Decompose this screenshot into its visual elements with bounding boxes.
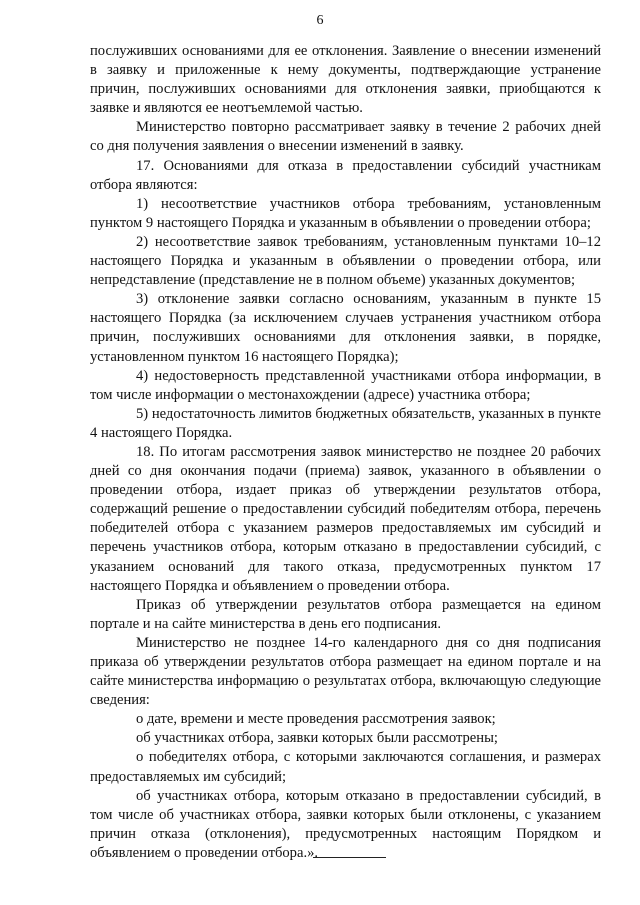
list-item-paragraph: о победителях отбора, с которыми заключаются соглашения, и размерах предоставляемых им субсидий; xyxy=(90,749,601,785)
list-item-paragraph: 5) недостаточность лимитов бюджетных обязательств, указанных в пункте 4 настоящего Порядка. xyxy=(90,405,601,441)
paragraph: послуживших основаниями для ее отклонения. Заявление о внесении изменений в заявку и приложенные к нему документы, подтверждающие устранение причин, послуживших основаниями для отклонения заявки, приобщаются к заявке и являются ее неотъемлемой частью. xyxy=(90,43,601,117)
list-item-paragraph: о дате, времени и месте проведения рассмотрения заявок; xyxy=(136,711,496,728)
document-body xyxy=(90,42,601,863)
list-item-paragraph: об участниках отбора, которым отказано в предоставлении субсидий, в том числе об участниках отбора, заявки которых были отклонены, с указанием причин отказа (отклонения), предусмотренных настоящим Порядком и объявлением о проведении отбора.». xyxy=(90,787,601,861)
list-item-paragraph: 4) недостоверность представленной участниками отбора информации, в том числе информации о местонахождении (адресе) участника отбора; xyxy=(90,367,601,403)
paragraph: Приказ об утверждении результатов отбора размещается на едином портале и на сайте министерства в день его подписания. xyxy=(90,596,601,632)
list-item-paragraph: 2) несоответствие заявок требованиям, установленным пунктами 10–12 настоящего Порядка и указанным в объявлении о проведении отбора, или непредставление (представление не в полном объеме) указанных документов; xyxy=(90,233,601,289)
paragraph: Министерство повторно рассматривает заявку в течение 2 рабочих дней со дня получения заявления о внесении изменений в заявку. xyxy=(90,119,601,155)
paragraph: Министерство не позднее 14-го календарного дня со дня подписания приказа об утверждении результатов отбора размещает на едином портале и на сайте министерства информацию о результатах отбора, включающую следующие сведения: xyxy=(90,634,601,709)
list-item-paragraph: 1) несоответствие участников отбора требованиям, установленным пунктом 9 настоящего Порядка и указанным в объявлении о проведении отбора; xyxy=(90,195,601,231)
list-item-paragraph: об участниках отбора, заявки которых были рассмотрены; xyxy=(136,730,498,747)
page-number: 6 xyxy=(316,13,324,28)
paragraph: 18. По итогам рассмотрения заявок министерство не позднее 20 рабочих дней со дня окончания подачи (приема) заявок, указанного в объявлении о проведении отбора, издает приказ об утверждении результатов отбора, содержащий решение о предоставлении субсидий победителям отбора, перечень победителей отбора с указанием размеров предоставляемых им субсидий и перечень участников отбора, которым отказано в предоставлении субсидий, с указанием оснований для такого отказа, предусмотренных пунктом 17 настоящего Порядка и объявлением о проведении отбора. xyxy=(90,443,601,594)
paragraph: 17. Основаниями для отказа в предоставлении субсидий участникам отбора являются: xyxy=(90,157,601,193)
list-item-paragraph: 3) отклонение заявки согласно основаниям, указанным в пункте 15 настоящего Порядка (за исключением случаев устранения участником отбора причин, послуживших основаниями для отклонения заявки, в порядке, установленном пунктом 16 настоящего Порядка); xyxy=(90,291,601,365)
closing-divider xyxy=(313,857,386,858)
